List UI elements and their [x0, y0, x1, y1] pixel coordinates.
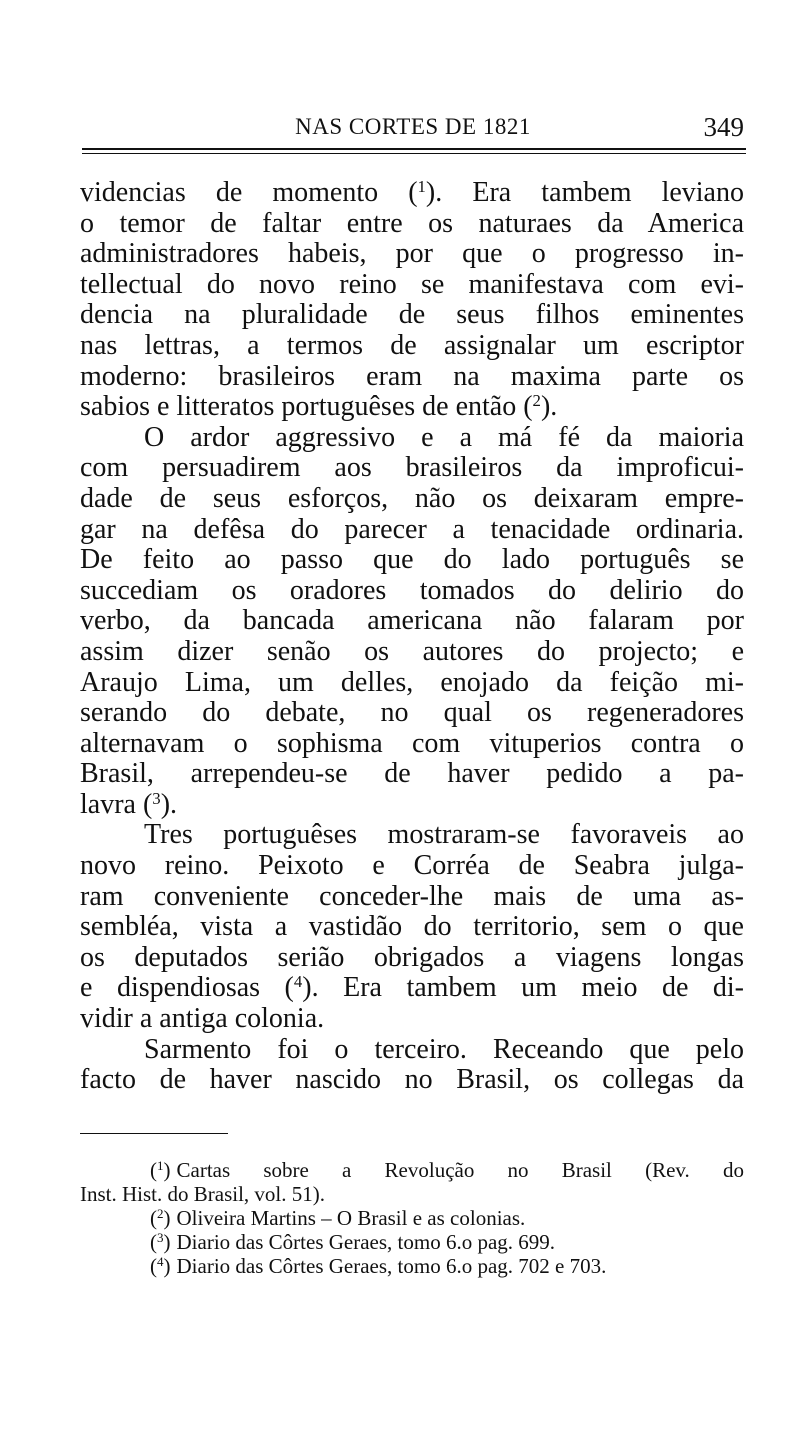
text-line: lavra ($^3$).: [80, 788, 178, 820]
text-line: dade de seus esforços, não os deixaram empre-: [80, 482, 744, 514]
body-text: [80, 178, 744, 1096]
text-line: gar na defêsa do parecer a tenacidade ordinaria.: [80, 513, 744, 545]
text-line: com persuadirem aos brasileiros da improficui-: [80, 452, 744, 484]
footnote-text: Cartas sobre a Revolução no Brasil (Rev. do: [176, 1158, 744, 1182]
text-line: novo reino. Peixoto e Corréa de Seabra julga-: [80, 850, 744, 882]
text-line: o temor de faltar entre os naturaes da America: [80, 207, 744, 239]
text-line: Sarmento foi o terceiro. Receando que pelo: [144, 1033, 744, 1065]
text-line: Brasil, arrependeu-se de haver pedido a pa-: [80, 758, 744, 790]
footnote-text: Oliveira Martins – O Brasil e as colonias.: [176, 1206, 526, 1230]
text-line: serando do debate, no qual os regeneradores: [80, 697, 744, 729]
footnote-number: 3: [157, 1229, 164, 1245]
text-line: videncias de momento ($^1$). Era tambem leviano: [80, 176, 744, 208]
text-line: tellectual do novo reino se manifestava com evi-: [80, 268, 744, 300]
text-line: sabios e litteratos portuguêses de então ($^2$).: [80, 390, 558, 423]
footnote: ($^3$) Diario das Côrtes Geraes, tomo 6.o pag. 699.: [150, 1229, 556, 1254]
text-line: nas lettras, a termos de assignalar um escriptor: [80, 329, 744, 361]
header-rule-thick: [82, 148, 746, 150]
footnote-number: 1: [157, 1157, 164, 1173]
footnote-continuation: Inst. Hist. do Brasil, vol. 51).: [80, 1182, 325, 1206]
footnote: ($^2$) Oliveira Martins – O Brasil e as colonias.: [150, 1205, 526, 1230]
footnote-number: 4: [157, 1253, 164, 1269]
text-line: O ardor aggressivo e a má fé da maioria: [144, 421, 744, 453]
text-line: Tres portuguêses mostraram-se favoraveis ao: [144, 819, 744, 851]
running-title: NAS CORTES DE 1821: [295, 114, 531, 139]
footnotes: [80, 1158, 744, 1278]
footnote-text: Diario das Côrtes Geraes, tomo 6.o pag. 702 e 703.: [176, 1254, 607, 1278]
text-line: e dispendiosas ($^4$). Era tambem um meio de di-: [80, 972, 744, 1004]
text-line: De feito ao passo que do lado português se: [80, 544, 744, 576]
text-line: administradores habeis, por que o progresso in-: [80, 238, 744, 270]
footnote: ($^1$) Cartas sobre a Revolução no Brasil (Rev. do: [150, 1157, 744, 1182]
footnote-ref: 4: [293, 972, 303, 992]
footnote-text: Diario das Côrtes Geraes, tomo 6.o pag. 699.: [176, 1230, 556, 1254]
text-line: facto de haver nascido no Brasil, os collegas da: [80, 1064, 744, 1096]
text-line: Araujo Lima, um delles, enojado da feição mi-: [80, 666, 744, 698]
text-line: moderno: brasileiros eram na maxima parte os: [80, 360, 744, 392]
footnote-ref: 3: [152, 788, 161, 808]
footnote-ref: 1: [417, 176, 426, 196]
text-line: assim dizer senão os autores do projecto; e: [80, 635, 744, 667]
text-line: alternavam o sophisma com vituperios contra o: [80, 727, 744, 759]
text-line: verbo, da bancada americana não falaram por: [80, 605, 744, 637]
footnote-ref: 2: [532, 390, 541, 410]
header-rule-thin: [82, 153, 746, 154]
text-line: succediam os oradores tomados do delirio do: [80, 574, 744, 606]
page-number: 349: [703, 112, 744, 142]
text-line: os deputados serião obrigados a viagens longas: [80, 941, 744, 973]
running-header: [82, 112, 744, 142]
text-line: dencia na pluralidade de seus filhos eminentes: [80, 299, 744, 331]
text-line: vidir a antiga colonia.: [80, 1003, 325, 1035]
footnote-rule: [80, 1133, 228, 1134]
text-line: sembléa, vista a vastidão do territorio, sem o que: [80, 911, 744, 943]
footnote-number: 2: [157, 1205, 164, 1221]
footnote: ($^4$) Diario das Côrtes Geraes, tomo 6.o pag. 702 e 703.: [150, 1253, 607, 1278]
text-line: ram conveniente conceder-lhe mais de uma as-: [80, 880, 744, 912]
